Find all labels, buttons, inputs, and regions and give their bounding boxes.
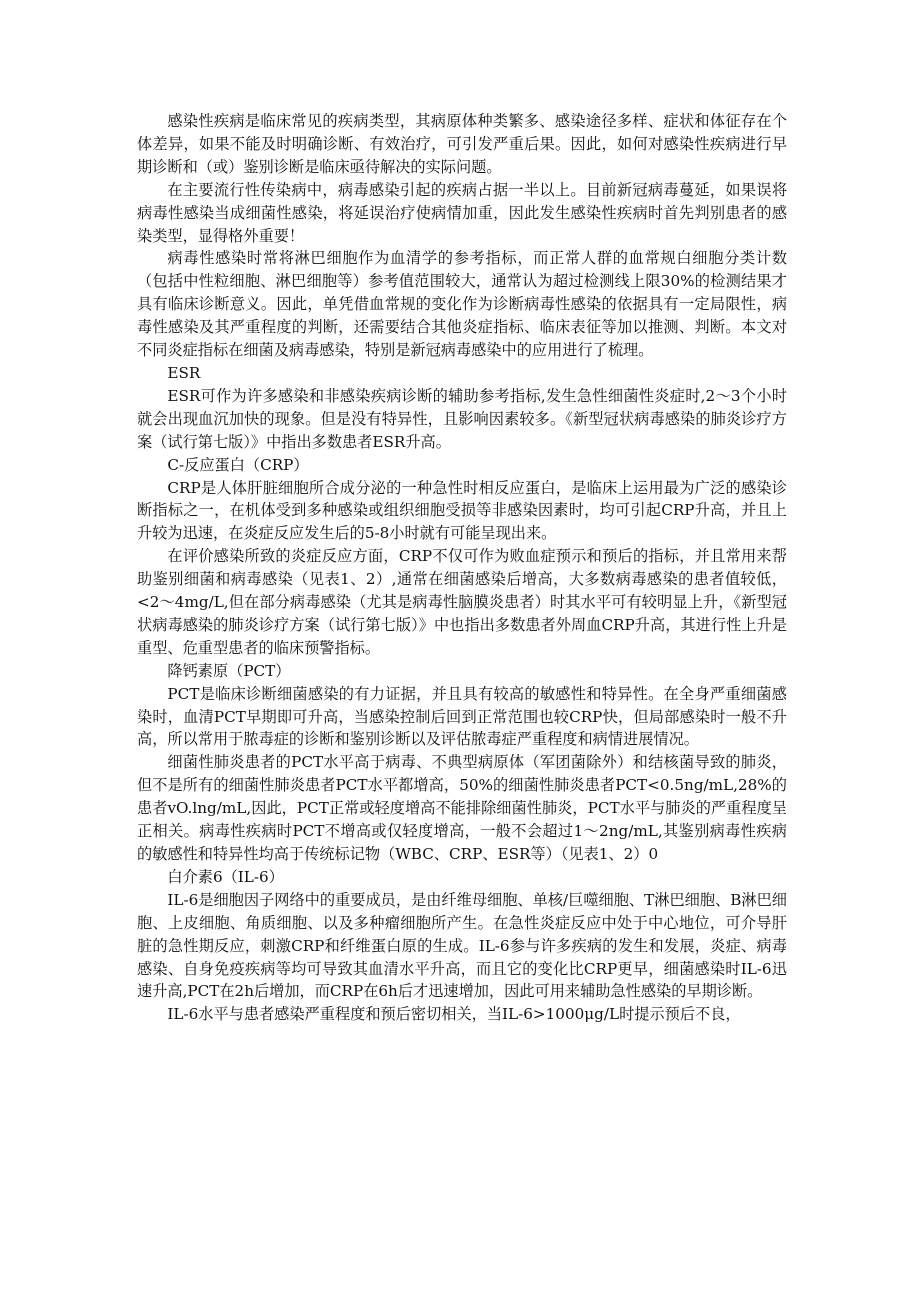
il6-heading: 白介素6（IL-6）	[167, 867, 284, 886]
esr-paragraph: ESR可作为许多感染和非感染疾病诊断的辅助参考指标,发生急性细菌性炎症时,2～3个小时就会出现血沉加快的现象。但是没有特异性，且影响因素较多。《新型冠状病毒感染的肺炎诊疗方案（试行第七版）》中指出多数患者ESR升高。	[137, 386, 787, 451]
intro-paragraph-3: 病毒性感染时常将淋巴细胞作为血清学的参考指标，而正常人群的血常规白细胞分类计数（包括中性粒细胞、淋巴细胞等）参考值范围较大，通常认为超过检测线上限30%的检测结果才具有临床诊断意义。因此，单凭借血常规的变化作为诊断病毒性感染的依据具有一定局限性，病毒性感染及其严重程度的判断，还需要结合其他炎症指标、临床表征等加以推测、判断。本文对不同炎症指标在细菌及病毒感染，特别是新冠病毒感染中的应用进行了梳理。	[137, 249, 787, 360]
esr-heading: ESR	[167, 363, 201, 382]
il6-paragraph-1: IL-6是细胞因子网络中的重要成员，是由纤维母细胞、单核/巨噬细胞、T淋巴细胞、B淋巴细胞、上皮细胞、角质细胞、以及多种瘤细胞所产生。在急性炎症反应中处于中心地位，可介导肝脏的急性期反应，刺激CRP和纤维蛋白原的生成。IL-6参与许多疾病的发生和发展，炎症、病毒感染、自身免疫疾病等均可导致其血清水平升高，而且它的变化比CRP更早，细菌感染时IL-6迅速升高,PCT在2h后增加，而CRP在6h后才迅速增加，因此可用来辅助急性感染的早期诊断。	[137, 890, 787, 1001]
pct-paragraph-1: PCT是临床诊断细菌感染的有力证据，并且具有较高的敏感性和特异性。在全身严重细菌感染时，血清PCT早期即可升高，当感染控制后回到正常范围也较CRP快，但局部感染时一般不升高，所以常用于脓毒症的诊断和鉴别诊断以及评估脓毒症严重程度和病情进展情况。	[137, 684, 787, 749]
crp-paragraph-1: CRP是人体肝脏细胞所合成分泌的一种急性时相反应蛋白，是临床上运用最为广泛的感染诊断指标之一，在机体受到多种感染或组织细胞受损等非感染因素时，均可引起CRP升高，并且上升较为迅速，在炎症反应发生后的5-8小时就有可能呈现出来。	[137, 478, 787, 543]
pct-paragraph-2: 细菌性肺炎患者的PCT水平高于病毒、不典型病原体（军团菌除外）和结核菌导致的肺炎，但不是所有的细菌性肺炎患者PCT水平都增高，50%的细菌性肺炎患者PCT<0.5ng∕mL,28%的患者vO.lng/mL,因此，PCT正常或轻度增高不能排除细菌性肺炎，PCT水平与肺炎的严重程度呈正相关。病毒性疾病时PCT不增高或仅轻度增高，一般不会超过1～2ng∕mL,其鉴别病毒性疾病的敏感性和特异性均高于传统标记物（WBC、CRP、ESR等）（见表1、2）0	[137, 753, 787, 863]
document-page	[137, 110, 787, 1026]
pct-heading: 降钙素原（PCT）	[167, 661, 291, 680]
crp-paragraph-2: 在评价感染所致的炎症反应方面，CRP不仅可作为败血症预示和预后的指标，并且常用来帮助鉴别细菌和病毒感染（见表1、2）,通常在细菌感染后增高，大多数病毒感染的患者值较低，<2～4mg∕L,但在部分病毒感染（尤其是病毒性脑膜炎患者）时其水平可有较明显上升，《新型冠状病毒感染的肺炎诊疗方案（试行第七版）》中也指出多数患者外周血CRP升高，其进行性上升是重型、危重型患者的临床预警指标。	[137, 547, 787, 657]
crp-heading: C-反应蛋白（CRP）	[167, 455, 309, 474]
intro-paragraph-2: 在主要流行性传染病中，病毒感染引起的疾病占据一半以上。目前新冠病毒蔓延，如果误将病毒性感染当成细菌性感染，将延误治疗使病情加重，因此发生感染性疾病时首先判别患者的感染类型，显得格外重要！	[137, 180, 787, 245]
il6-paragraph-2: IL-6水平与患者感染严重程度和预后密切相关，当IL-6>1000μg∕L时提示预后不良，	[167, 1005, 741, 1024]
intro-paragraph-1: 感染性疾病是临床常见的疾病类型，其病原体种类繁多、感染途径多样、症状和体征存在个体差异，如果不能及时明确诊断、有效治疗，可引发严重后果。因此，如何对感染性疾病进行早期诊断和（或）鉴别诊断是临床亟待解决的实际问题。	[137, 112, 787, 176]
